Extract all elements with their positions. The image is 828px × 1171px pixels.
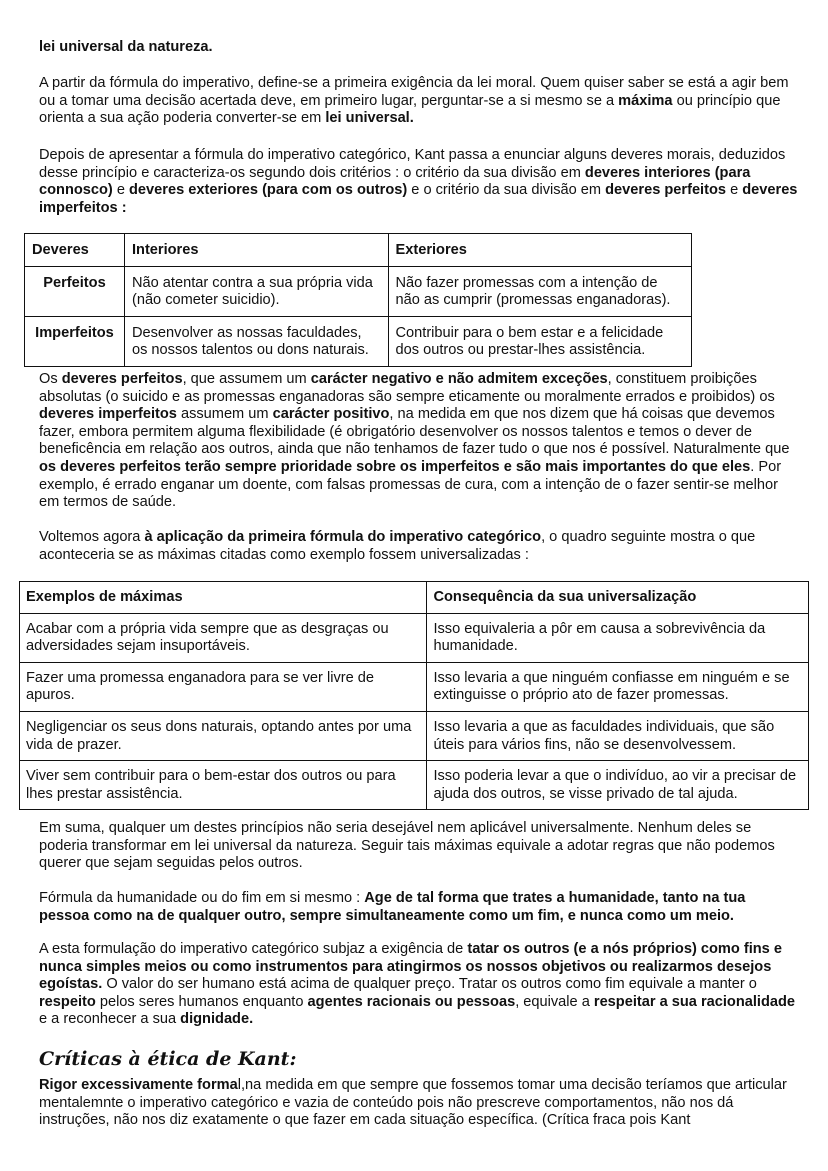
paragraph-maxima: A partir da fórmula do imperativo, define-se a primeira exigência da lei moral. Quem quiser saber se está a agir bem ou a tomar uma decisão acertada deve, em primeiro lugar, perguntar-se a si mesmo se a máxima ou princípio que orienta a sua ação poderia converter-se em lei universal. xyxy=(39,75,789,127)
table-header-cell: Exteriores xyxy=(388,234,692,267)
table-header-row xyxy=(25,234,692,267)
table-header-cell: Consequência da sua universalização xyxy=(427,582,809,614)
table-header-cell: Deveres xyxy=(25,234,125,267)
row-header-cell: Perfeitos xyxy=(25,266,125,316)
table-row xyxy=(20,662,809,711)
section-heading: Críticas à ética de Kant: xyxy=(39,1048,297,1070)
table-cell: Isso levaria a que as faculdades individuais, que são úteis para vários fins, não se desenvolvessem. xyxy=(427,711,809,760)
intro-bold: lei universal da natureza. xyxy=(39,39,213,55)
table-cell: Isso levaria a que ninguém confiasse em ninguém e se extinguisse o próprio ato de fazer promessas. xyxy=(427,662,809,711)
paragraph-deveres-perfeitos: Os deveres perfeitos, que assumem um carácter negativo e não admitem exceções, constituem proibições absolutas (o suicido e as promessas enganadoras são sempre eticamente ou moralmente errados e proibidos) os deveres imperfeitos assumem um carácter positivo, na medida em que nos dizem que há coisas que devemos fazer, embora permitem alguma flexibilidade (é obrigatório desenvolver os nossos talentos e temos o dever de beneficência em relação aos outros, ainda que não tenhamos de fazer tudo o que nos é possível. Naturalmente que os deveres perfeitos terão sempre prioridade sobre os imperfeitos e são mais importantes do que eles. Por exemplo, é errado enganar um doente, com falsas promessas de cura, com a intenção de o fazer sentir-se melhor em termos de saúde. xyxy=(39,371,790,511)
paragraph-deveres-intro: Depois de apresentar a fórmula do imperativo categórico, Kant passa a enunciar alguns deveres morais, deduzidos desse princípio e caracteriza-os segundo dois critérios : o critério da sua divisão em deveres interiores (para connosco) e deveres exteriores (para com os outros) e o critério da sua divisão em deveres perfeitos e deveres imperfeitos : xyxy=(39,147,798,216)
table-row xyxy=(25,316,692,366)
table-cell: Acabar com a própria vida sempre que as desgraças ou adversidades sejam insuportáveis. xyxy=(20,613,427,662)
table-header-row xyxy=(20,582,809,614)
table-cell: Contribuir para o bem estar e a felicidade dos outros ou prestar-lhes assistência. xyxy=(388,316,692,366)
paragraph-em-suma: Em suma, qualquer um destes princípios não seria desejável nem aplicável universalmente. Nenhum deles se poderia transformar em lei universal da natureza. Seguir tais máximas equivale a adotar regras que não podemos querer que sejam seguidas pelos outros. xyxy=(39,820,775,872)
table-cell: Isso equivaleria a pôr em causa a sobrevivência da humanidade. xyxy=(427,613,809,662)
table-header-cell: Exemplos de máximas xyxy=(20,582,427,614)
table-cell: Viver sem contribuir para o bem-estar dos outros ou para lhes prestar assistência. xyxy=(20,761,427,810)
table-cell: Negligenciar os seus dons naturais, optando antes por uma vida de prazer. xyxy=(20,711,427,760)
table-row xyxy=(20,711,809,760)
table-row xyxy=(20,613,809,662)
table-row xyxy=(20,761,809,810)
table-cell: Fazer uma promessa enganadora para se ver livre de apuros. xyxy=(20,662,427,711)
table-header-cell: Interiores xyxy=(124,234,388,267)
table-row xyxy=(25,266,692,316)
table-cell: Não fazer promessas com a intenção de não as cumprir (promessas enganadoras). xyxy=(388,266,692,316)
maximas-table xyxy=(19,581,809,810)
paragraph-rigor: Rigor excessivamente formal,na medida em que sempre que fossemos tomar uma decisão teríamos que articular mentalemnte o imperativo categórico e vazia de conteúdo pois não prescreve comportamentos, não nos dá instruções, não nos diz exatamente o que fazer em cada situação específica. (Crítica fraca pois Kant xyxy=(39,1077,787,1129)
paragraph-aplicacao: Voltemos agora à aplicação da primeira fórmula do imperativo categórico, o quadro seguinte mostra o que aconteceria se as máximas citadas como exemplo fossem universalizadas : xyxy=(39,529,756,563)
table-cell: Não atentar contra a sua própria vida (não cometer suicidio). xyxy=(124,266,388,316)
paragraph-formula-humanidade: Fórmula da humanidade ou do fim em si mesmo : Age de tal forma que trates a humanidade, tanto na tua pessoa como na de qualquer outro, sempre simultaneamente como um fim, e nunca como um meio. xyxy=(39,890,746,924)
paragraph-exigencia: A esta formulação do imperativo categórico subjaz a exigência de tatar os outros (e a nós próprios) como fins e nunca simples meios ou como instrumentos para atingirmos os nossos objetivos ou realizarmos desejos egoístas. O valor do ser humano está acima de qualquer preço. Tratar os outros como fim equivale a manter o respeito pelos seres humanos enquanto agentes racionais ou pessoas, equivale a respeitar a sua racionalidade e a reconhecer a sua dignidade. xyxy=(39,941,796,1028)
intro-line xyxy=(39,39,799,57)
deveres-table xyxy=(24,233,692,367)
table-cell: Desenvolver as nossas faculdades, os nossos talentos ou dons naturais. xyxy=(124,316,388,366)
row-header-cell: Imperfeitos xyxy=(25,316,125,366)
table-cell: Isso poderia levar a que o indivíduo, ao vir a precisar de ajuda dos outros, se visse privado de tal ajuda. xyxy=(427,761,809,810)
